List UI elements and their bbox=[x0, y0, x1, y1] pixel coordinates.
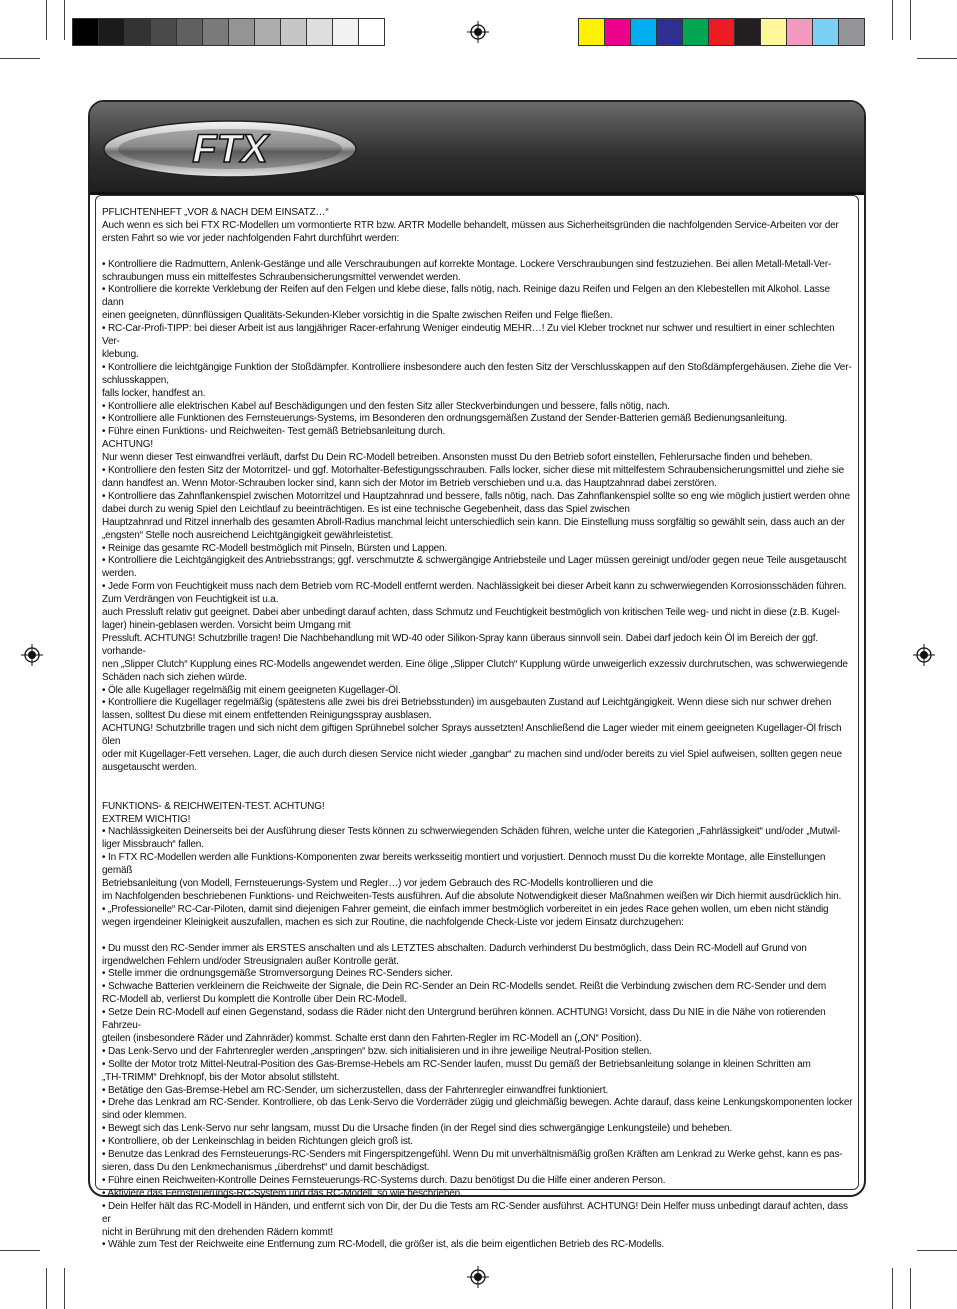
text-line: dann handfest an. Wenn Motor-Schrauben locker sind, kann sich der Motor im Betrieb verschieben und u.a. das Hauptzahnrad dabei zerstören. bbox=[102, 478, 717, 490]
process-color-bar bbox=[578, 18, 864, 46]
text-line: lassen, solltest Du diese mit einem entfettenden Reinigungsspray ausblasen. bbox=[102, 710, 432, 722]
text-line: liger Missbrauch“ fallen. bbox=[102, 839, 204, 851]
text-line: sieren, dass Du den Lenkmechanismus „überdrehst“ und damit beschädigst. bbox=[102, 1162, 430, 1173]
registration-mark-icon bbox=[467, 1266, 489, 1288]
text-line: „TH-TRIMM“ Drehknopf, bis der Motor absolut stillsteht. bbox=[102, 1071, 340, 1083]
color-swatch bbox=[708, 18, 735, 46]
text-line: • Kontrolliere das Zahnflankenspiel zwischen Motorritzel und Hauptzahnrad und bessere, falls nötig, nach. Das Zahnflankenspiel sollte so eng wie möglich justiert werden ohne bbox=[102, 490, 850, 502]
text-line: nen „Slipper Clutch“ Kupplung eines RC-Modells angewendet werden. Eine ölige „Slipper Clutch“ Kupplung würde unweigerlich exzessiv durchrutschen, was schwerwiegende bbox=[102, 658, 848, 670]
crop-mark bbox=[46, 1268, 47, 1309]
section-body bbox=[102, 220, 854, 775]
crop-mark bbox=[910, 0, 911, 40]
text-line: falls locker, handfest an. bbox=[102, 387, 206, 399]
color-swatch bbox=[150, 18, 177, 46]
text-line: • Du musst den RC-Sender immer als ERSTES anschalten und als LETZTES abschalten. Dadurch verhinderst Du bestmöglich, dass Dein RC-Modell auf Grund von bbox=[102, 942, 807, 954]
text-line: • Kontrolliere den festen Sitz der Motorritzel- und ggf. Motorhalter-Befestigungsschrauben. Falls locker, sicher diese mit mittelfestem Schraubensicherungsmittel und ziehe sie bbox=[102, 465, 845, 477]
registration-mark-icon bbox=[21, 644, 43, 666]
text-line: • Schwache Batterien verkleinern die Reichweite der Signale, die Dein RC-Sender an Dein RC-Modells sendet. Reißt die Verbindung zwischen dem RC-Sender und dem bbox=[102, 981, 827, 993]
section-title: PFLICHTENHEFT „VOR & NACH DEM EINSATZ…“ bbox=[102, 207, 329, 218]
text-line: • Kontrolliere die Radmuttern, Anlenk-Gestänge und alle Verschraubungen auf korrekte Montage. Lockere Verschraubungen sind festzuziehen. Bei allen Metall-Metall-Ver- bbox=[102, 258, 832, 270]
text-line: ausgetauscht werden. bbox=[102, 761, 197, 773]
text-line: werden. bbox=[102, 568, 137, 580]
crop-mark bbox=[892, 0, 893, 40]
crop-mark bbox=[917, 58, 957, 59]
text-line: Auch wenn es sich bei FTX RC-Modellen um vormontierte RTR bzw. ARTR Modelle behandelt, müssen aus Sicherheitsgründen die nachfolgenden Service-Arbeiten vor der bbox=[102, 219, 839, 231]
ftx-logo bbox=[100, 116, 360, 182]
color-swatch bbox=[254, 18, 281, 46]
text-line: • Kontrolliere alle Funktionen des Fernsteuerungs-Systems, im Besonderen den ordnungsgemäßen Zustand der Sender-Batterien gemäß Bedienungsanleitung. bbox=[102, 413, 788, 425]
section-subtitle: EXTREM WICHTIG! bbox=[102, 813, 191, 825]
crop-mark bbox=[64, 1268, 65, 1309]
text-line: schlusskappen, bbox=[102, 374, 169, 386]
crop-mark bbox=[64, 0, 65, 40]
color-swatch bbox=[280, 18, 307, 46]
color-swatch bbox=[604, 18, 631, 46]
crop-mark bbox=[46, 0, 47, 40]
text-line: • Das Lenk-Servo und der Fahrtenregler werden „anspringen“ bzw. sich initialisieren und in ihre jeweilige Neutral-Position stellen. bbox=[102, 1045, 652, 1057]
text-line: einen geeigneten, dünnflüssigen Qualitäts-Sekunden-Kleber vorsichtig in die Spalte zwischen Reifen und Felge fließen. bbox=[102, 310, 613, 322]
registration-mark-icon bbox=[467, 21, 489, 43]
text-line: Betriebsanleitung (von Modell, Fernsteuerungs-System und Regler…) vor jedem Gebrauch des RC-Modells kontrollieren und die bbox=[102, 878, 654, 890]
text-line: • Nachlässigkeiten Deinerseits bei der Ausführung dieser Tests können zu schwerwiegenden Schäden führen, welche unter die Kategorien „Fahrlässigkeit“ und/oder „Mutwil- bbox=[102, 826, 841, 838]
crop-mark bbox=[0, 1250, 40, 1251]
section-body bbox=[102, 826, 854, 1252]
text-line: • Führe einen Funktions- und Reichweiten- Test gemäß Betriebsanleitung durch. bbox=[102, 426, 446, 438]
crop-mark bbox=[0, 58, 40, 59]
text-line: „engsten“ Stelle noch ausreichend Leichtgängigkeit gewährleistetist. bbox=[102, 529, 394, 541]
text-line: • Führe einen Reichweiten-Kontrolle Deines Fernsteuerungs-RC-Systems durch. Dazu benötigst Du die Hilfe einer anderen Person. bbox=[102, 1174, 666, 1186]
color-swatch bbox=[176, 18, 203, 46]
color-swatch bbox=[656, 18, 683, 46]
text-line: • Stelle immer die ordnungsgemäße Stromversorgung Deines RC-Senders sicher. bbox=[102, 968, 453, 980]
text-line: Nur wenn dieser Test einwandfrei verläuft, darfst Du Dein RC-Modell betreiben. Ansonsten musst Du den Betrieb sofort einstellen, Fehlerursache finden und beheben. bbox=[102, 452, 813, 464]
text-line: • Kontrolliere alle elektrischen Kabel auf Beschädigungen und den festen Sitz aller Steckverbindungen und bessere, falls nötig, nach. bbox=[102, 400, 670, 412]
crop-mark bbox=[910, 1268, 911, 1309]
text-line: • RC-Car-Profi-TIPP: bei dieser Arbeit ist aus langjähriger Racer-erfahrung Weniger eindeutig MEHR…! Zu viel Kleber trocknet nur schwer und resultiert in einer schlechten Ver- bbox=[102, 323, 835, 348]
text-line: • Bewegt sich das Lenk-Servo nur sehr langsam, musst Du die Ursache finden (in der Regel sind dies schwergängige Lenkungsteile) und beheben. bbox=[102, 1123, 733, 1135]
text-line: klebung. bbox=[102, 348, 139, 360]
text-line: • Sollte der Motor trotz Mittel-Neutral-Position des Gas-Bremse-Hebels am RC-Sender laufen, musst Du gemäß der Betriebsanleitung solange in kleinen Schritten am bbox=[102, 1058, 811, 1070]
text-line: • Dein Helfer hält das RC-Modell in Händen, und entfernt sich von Dir, der Du die Tests am RC-Sender ausführst. ACHTUNG! Dein Helfer muss unbedingt darauf achten, dass er bbox=[102, 1200, 848, 1225]
color-swatch bbox=[98, 18, 125, 46]
text-line: im Nachfolgenden beschriebenen Funktions- und Reichweiten-Tests ausführen. Auf die absolute Notwendigkeit dieser Maßnahmen weißen wir Dich hiermit ausdrücklich hin. bbox=[102, 890, 842, 902]
manual-text bbox=[102, 207, 854, 1252]
text-line: • Kontrolliere die korrekte Verklebung der Reifen auf den Felgen und klebe diese, falls nötig, nach. Reinige dazu Reifen und Felgen an den Klebestellen mit Alkohol. Lasse dann bbox=[102, 284, 830, 309]
text-line: ACHTUNG! bbox=[102, 439, 154, 451]
text-line: • Betätige den Gas-Bremse-Hebel am RC-Sender, um sicherzustellen, dass der Fahrtenregler einwandfrei funktioniert. bbox=[102, 1084, 609, 1096]
text-line: • Drehe das Lenkrad am RC-Sender. Kontrolliere, ob das Lenk-Servo die Vorderräder zügig und gleichmäßig bewegen. Achte darauf, dass keine Lenkungskomponenten locker bbox=[102, 1097, 853, 1109]
text-line: nicht in Berührung mit den drehenden Rädern kommt! bbox=[102, 1226, 333, 1238]
text-line: • „Professionelle“ RC-Car-Piloten, damit sind diejenigen Fahrer gemeint, die einfach immer bestmöglich vorbereitet in ein jedes Race gehen wollen, um eben nicht ständig bbox=[102, 903, 829, 915]
color-swatch bbox=[332, 18, 359, 46]
text-line: schraubungen muss ein mittelfestes Schraubensicherungsmittel verwendet werden. bbox=[102, 271, 461, 283]
color-swatch bbox=[358, 18, 385, 46]
logo-text: FTX bbox=[192, 127, 268, 171]
text-line: wegen irgendeiner Kleinigkeit auszufallen, machen es sich zur Routine, die nachfolgende Check-Liste vor jedem Einsatz durchzugehen: bbox=[102, 916, 684, 928]
color-swatch bbox=[228, 18, 255, 46]
color-swatch bbox=[124, 18, 151, 46]
text-line: gteilen (insbesondere Räder und Zahnräder) kommst. Schalte erst dann den Fahrten-Regler im RC-Modell an („ON“ Position). bbox=[102, 1032, 642, 1044]
blank-line bbox=[102, 930, 854, 943]
text-line: lager) hinein-geblasen werden. Vorsicht beim Umgang mit bbox=[102, 619, 351, 631]
color-swatch bbox=[812, 18, 839, 46]
grayscale-color-bar bbox=[72, 18, 384, 46]
header-banner bbox=[90, 102, 864, 195]
text-line: dabei durch zu wenig Spiel den Leichtlauf zu beeinträchtigen. Es ist eine technische Gegebenheit, dass das Spiel zwischen bbox=[102, 503, 630, 515]
text-line: Pressluft. ACHTUNG! Schutzbrille tragen! Die Nachbehandlung mit WD-40 oder Silikon-Spray kann überaus sinnvoll sein. Dabei darf jedoch kein Öl im Bereich der ggf. vorhande- bbox=[102, 632, 819, 657]
color-swatch bbox=[838, 18, 865, 46]
text-line: Hauptzahnrad und Ritzel innerhalb des gesamten Abroll-Radius manchmal leicht unterschiedlich sein kann. Die Einstellung muss sorgfältig so gewählt sein, dass auch an der bbox=[102, 516, 845, 528]
text-line: • Jede Form von Feuchtigkeit muss nach dem Betrieb vom RC-Modell entfernt werden. Nachlässigkeit bei dieser Arbeit kann zu schwerwiegenden Korrosionsschäden führen. bbox=[102, 581, 847, 593]
color-swatch bbox=[682, 18, 709, 46]
registration-mark-icon bbox=[913, 644, 935, 666]
text-line: Zum Verdrängen von Feuchtigkeit ist u.a. bbox=[102, 594, 279, 606]
text-line: • Kontrolliere die Leichtgängigkeit des Antriebsstrangs; ggf. verschmutzte & schwergängige Antriebsteile und Lager müssen gereinigt und/oder gegen neue Teile ausgetauscht bbox=[102, 555, 847, 567]
text-line: irgendwelchen Fehlern und/oder Streusignalen außer Kontrolle gerät. bbox=[102, 955, 399, 967]
text-line: ersten Fahrt so wie vor jeder nachfolgenden Fahrt durchführt werden: bbox=[102, 232, 400, 244]
section-title: FUNKTIONS- & REICHWEITEN-TEST. ACHTUNG! bbox=[102, 800, 325, 812]
color-swatch bbox=[202, 18, 229, 46]
text-line: oder mit Kugellager-Fett versehen. Lager, die auch durch diesen Service nicht wieder „gangbar“ zu machen sind und/oder bereits zu viel Spiel aufweisen, sollten gegen neue bbox=[102, 749, 842, 761]
text-line: RC-Modell ab, verlierst Du komplett die Kontrolle über Dein RC-Modell. bbox=[102, 994, 407, 1006]
text-line: sind oder klemmen. bbox=[102, 1110, 187, 1122]
color-swatch bbox=[734, 18, 761, 46]
crop-mark bbox=[892, 1268, 893, 1309]
text-line: • Öle alle Kugellager regelmäßig mit einem geeigneten Kugellager-Öl. bbox=[102, 684, 401, 696]
blank-line bbox=[102, 246, 854, 259]
text-line: • Setze Dein RC-Modell auf einen Gegenstand, sodass die Räder nicht den Untergrund berühren können. ACHTUNG! Vorsicht, dass Du NIE in die Nähe von rotierenden Fahrzeu- bbox=[102, 1007, 826, 1032]
text-line: • Kontrolliere, ob der Lenkeinschlag in beiden Richtungen gleich groß ist. bbox=[102, 1136, 413, 1148]
color-swatch bbox=[760, 18, 787, 46]
color-swatch bbox=[306, 18, 333, 46]
text-line: • Wähle zum Test der Reichweite eine Entfernung zum RC-Modell, die größer ist, als die beim eigentlichen Betrieb des RC-Modells. bbox=[102, 1239, 665, 1251]
text-line: Schäden nach sich ziehen würde. bbox=[102, 671, 247, 683]
color-swatch bbox=[630, 18, 657, 46]
text-line: • In FTX RC-Modellen werden alle Funktions-Komponenten zwar bereits werksseitig montiert und vorjustiert. Dennoch musst Du die korrekte Montage, alle Einstellungen gemäß bbox=[102, 852, 826, 877]
text-line: • Kontrolliere die Kugellager regelmäßig (spätestens alle zwei bis drei Betriebsstunden) im ausgebauten Zustand auf Leichtgängigkeit. Wenn diese sich nur schwer drehen bbox=[102, 697, 832, 709]
text-line: ACHTUNG! Schutzbrille tragen und sich nicht dem giftigen Sprühnebel solcher Sprays aussetzten! Anschließend die Lager wieder mit einem geeigneten Kugellager-Öl frisch ölen bbox=[102, 723, 842, 748]
color-swatch bbox=[72, 18, 99, 46]
text-line: • Reinige das gesamte RC-Modell bestmöglich mit Pinseln, Bürsten und Lappen. bbox=[102, 542, 448, 554]
text-line: auch Pressluft relativ gut geeignet. Dabei aber unbedingt darauf achten, dass Schmutz und Feuchtigkeit bestmöglich von kritischen Teile weg- und nicht in diese (z.B. Kugel- bbox=[102, 607, 840, 619]
crop-mark bbox=[917, 1250, 957, 1251]
text-line: • Kontrolliere die leichtgängige Funktion der Stoßdämpfer. Kontrolliere insbesondere auch den festen Sitz der Verschlusskappen auf den Stoßdämpfergehäusen. Ziehe die Ver- bbox=[102, 361, 852, 373]
color-swatch bbox=[578, 18, 605, 46]
color-swatch bbox=[786, 18, 813, 46]
text-line: • Aktiviere das Fernsteuerungs-RC-System und das RC-Modell, so wie beschrieben. bbox=[102, 1187, 463, 1199]
text-line: • Benutze das Lenkrad des Fernsteuerungs-RC-Senders mit Fingerspitzengefühl. Wenn Du mit unverhältnismäßig großen Kräften am Lenkrad zu Werke gehst, kann es pas- bbox=[102, 1149, 843, 1161]
